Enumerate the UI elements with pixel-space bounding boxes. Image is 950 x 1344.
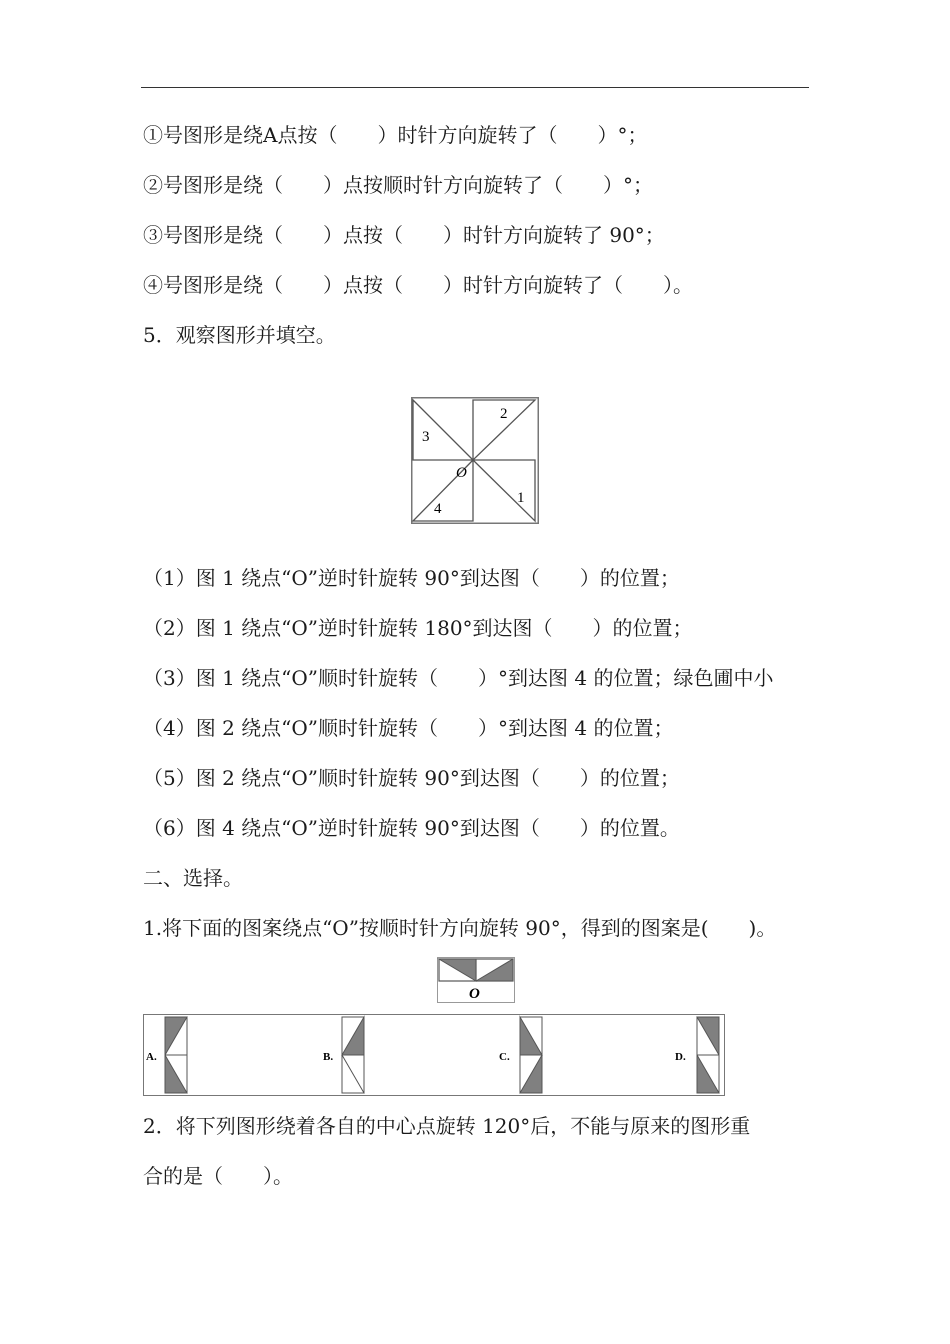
header-rule	[141, 87, 809, 88]
section4-item-2: ②号图形是绕（ ）点按顺时针方向旋转了（ ）°；	[143, 173, 653, 197]
q5-item-1: （1）图 1 绕点“O”逆时针旋转 90°到达图（ ）的位置；	[143, 566, 680, 590]
q1-pattern-label-o: O	[469, 986, 480, 1002]
pinwheel-label-4: 4	[434, 501, 442, 517]
section4-item-4: ④号图形是绕（ ）点按（ ）时针方向旋转了（ ）。	[143, 273, 693, 297]
q5-item-4: （4）图 2 绕点“O”顺时针旋转（ ）°到达图 4 的位置；	[143, 716, 674, 740]
section4-item-1: ①号图形是绕A点按（ ）时针方向旋转了（ ）°；	[143, 123, 648, 147]
pinwheel-label-o: O	[456, 465, 467, 481]
q5-title: 5．观察图形并填空。	[143, 323, 336, 347]
choice-q2-text-line1: 2．将下列图形绕着各自的中心点旋转 120°后，不能与原来的图形重	[143, 1114, 751, 1138]
q5-item-2: （2）图 1 绕点“O”逆时针旋转 180°到达图（ ）的位置；	[143, 616, 693, 640]
section4-item-3: ③号图形是绕（ ）点按（ ）时针方向旋转了 90°；	[143, 223, 665, 247]
option-b[interactable]	[323, 1017, 364, 1093]
option-c-label: C.	[499, 1051, 510, 1063]
part2-title: 二、选择。	[143, 866, 243, 890]
q5-item-3: （3）图 1 绕点“O”顺时针旋转（ ）°到达图 4 的位置；绿色圃中小	[143, 666, 774, 690]
pinwheel-label-1: 1	[517, 490, 525, 506]
choice-q2-text-line2: 合的是（ ）。	[143, 1164, 293, 1188]
option-a[interactable]	[146, 1017, 187, 1093]
pinwheel-label-3: 3	[422, 429, 430, 445]
choice-q1-text: 1.将下面的图案绕点“O”按顺时针方向旋转 90°，得到的图案是( )。	[143, 916, 777, 940]
option-b-label: B.	[323, 1051, 334, 1063]
q1-original-pattern	[437, 957, 515, 1003]
pinwheel-label-2: 2	[500, 406, 508, 422]
option-c[interactable]	[499, 1017, 542, 1093]
pinwheel-figure	[411, 397, 539, 524]
option-a-label: A.	[146, 1051, 157, 1063]
q5-item-6: （6）图 4 绕点“O”逆时针旋转 90°到达图（ ）的位置。	[143, 816, 680, 840]
option-d[interactable]	[675, 1017, 719, 1093]
q5-item-5: （5）图 2 绕点“O”顺时针旋转 90°到达图（ ）的位置；	[143, 766, 680, 790]
q1-options-panel	[143, 1014, 725, 1096]
option-d-label: D.	[675, 1051, 686, 1063]
